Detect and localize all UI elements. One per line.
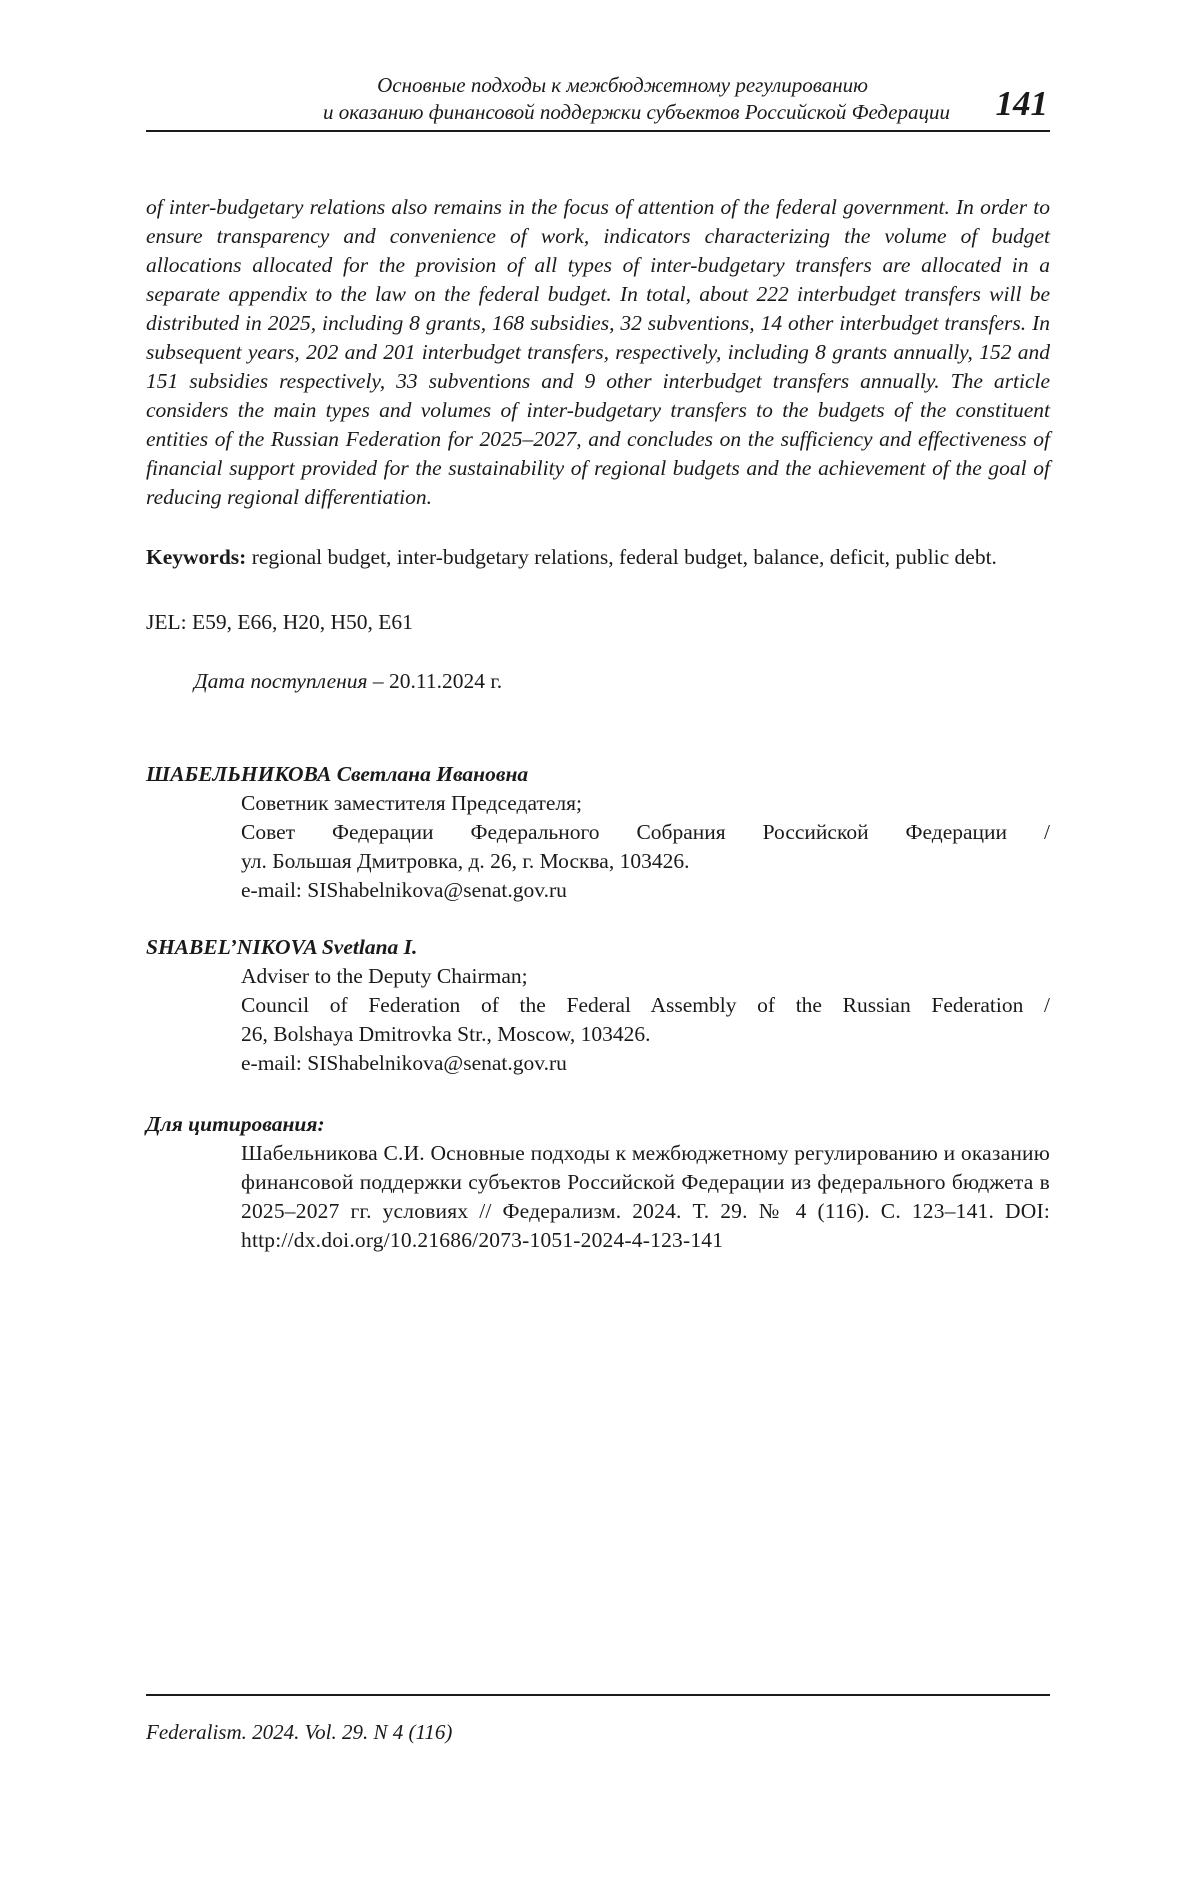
running-header [146,70,1050,132]
keywords [146,543,1050,572]
abstract-text: of inter-budgetary relations also remains in the focus of attention of the federal government. In order to ensure transparency and convenience of work, indicators characterizing the volume of budget allocations allocated for the provision of all types of inter-budgetary transfers are allocated in a separate appendix to the law on the federal budget. In total, about 222 interbudget transfers will be distributed in 2025, including 8 grants, 168 subsidies, 32 subventions, 14 other interbudget transfers. In subsequent years, 202 and 201 interbudget transfers, respectively, including 8 grants annually, 152 and 151 subsidies respectively, 33 subventions and 9 other interbudget transfers annually. The article considers the main types and volumes of inter-budgetary transfers to the budgets of the constituent entities of the Russian Federation for 2025–2027, and concludes on the sufficiency and effectiveness of financial support provided for the sustainability of regional budgets and the achievement of the goal of reducing regional differentiation. [146,193,1050,512]
author-address-en: 26, Bolshaya Dmitrovka Str., Moscow, 103426. [146,1020,1050,1049]
running-title [190,72,950,126]
author-organization-ru: Совет Федерации Федерального Собрания Российской Федерации / [146,818,1050,847]
author-position-en: Adviser to the Deputy Chairman; [146,962,1050,991]
author-email-en: e-mail: SIShabelnikova@senat.gov.ru [146,1049,1050,1078]
keywords-label: Keywords: [146,545,246,569]
journal-footer: Federalism. 2024. Vol. 29. N 4 (116) [146,1719,452,1746]
page-number: 141 [996,84,1049,124]
journal-page [146,0,1050,1892]
author-address-ru: ул. Большая Дмитровка, д. 26, г. Москва, 103426. [146,847,1050,876]
jel-codes: JEL: E59, E66, H20, H50, E61 [146,608,413,637]
citation-block [146,1110,1050,1255]
citation-text: Шабельникова С.И. Основные подходы к межбюджетному регулированию и оказанию финансовой поддержки субъектов Российской Федерации из федерального бюджета в 2025–2027 гг. условиях // Федерализм. 2024. Т. 29. № 4 (116). С. 123–141. DOI: http://dx.doi.org/10.21686/2073-1051-2024-4-123-141 [146,1139,1050,1255]
author-organization-en: Council of Federation of the Federal Assembly of the Russian Federation / [146,991,1050,1020]
running-title-line-2: и оказанию финансовой поддержки субъектов Российской Федерации [190,99,950,126]
received-value: – 20.11.2024 г. [368,669,503,693]
author-block-en [146,933,1050,1078]
citation-heading: Для цитирования: [146,1110,1050,1139]
author-email-ru: e-mail: SIShabelnikova@senat.gov.ru [146,876,1050,905]
author-name-ru: ШАБЕЛЬНИКОВА Светлана Ивановна [146,760,1050,789]
running-title-line-1: Основные подходы к межбюджетному регулированию [190,72,950,99]
footer-divider [146,1694,1050,1696]
received-date [194,667,502,696]
author-position-ru: Советник заместителя Председателя; [146,789,1050,818]
keywords-text: regional budget, inter-budgetary relations, federal budget, balance, deficit, public debt. [252,545,997,569]
author-block-ru [146,760,1050,905]
received-label: Дата поступления [194,669,368,693]
author-name-en: SHABEL’NIKOVA Svetlana I. [146,933,1050,962]
